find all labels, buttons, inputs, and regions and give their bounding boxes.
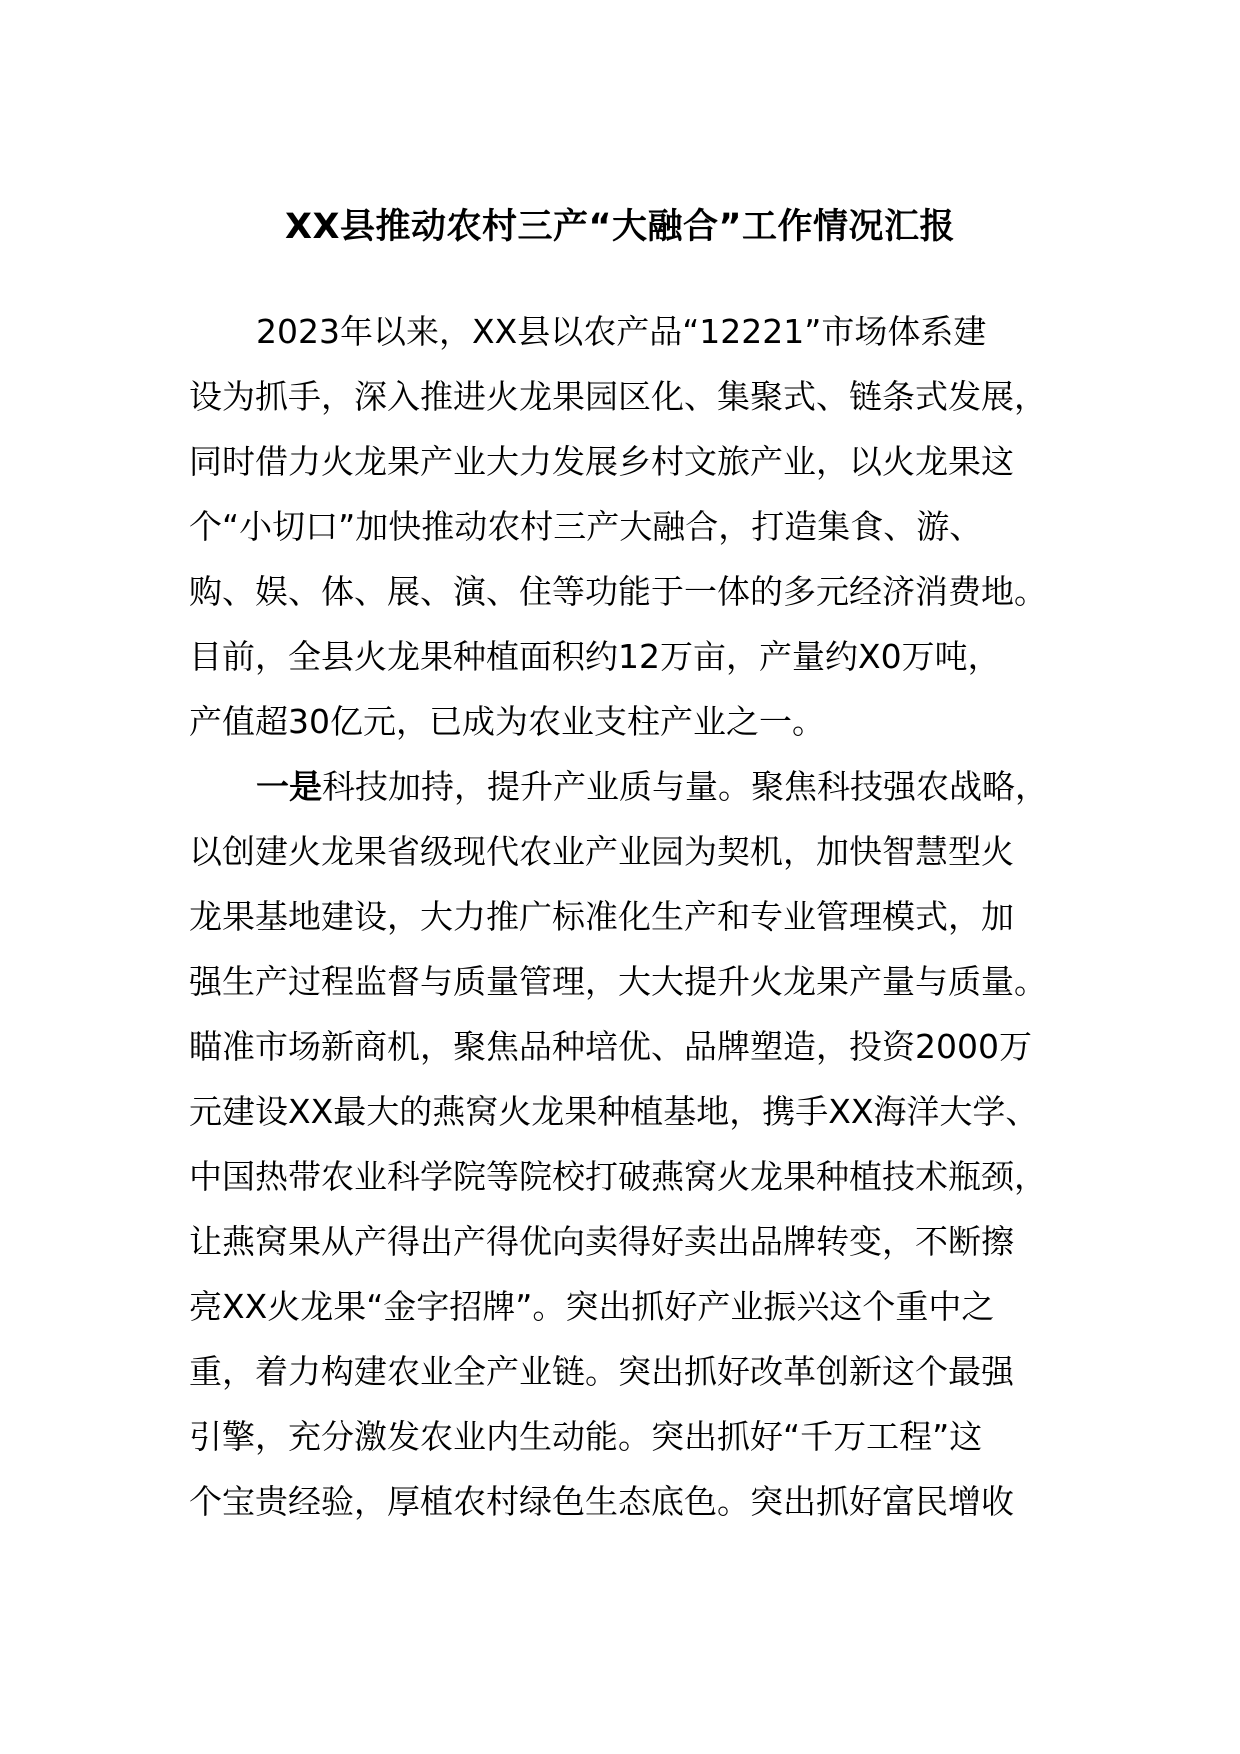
paragraph-1-line-3: 同时借力火龙果产业大力发展乡村文旅产业，以火龙果这 <box>189 442 1014 481</box>
paragraph-2-line-1 <box>189 754 1069 819</box>
paragraph-1-line-5: 购、娱、体、展、演、住等功能于一体的多元经济消费地。 <box>189 572 1047 611</box>
paragraph-2-line-4: 强生产过程监督与质量管理，大大提升火龙果产量与质量。 <box>189 962 1047 1001</box>
paragraph-2-first-line-rest: 科技加持，提升产业质与量。聚焦科技强农战略， <box>322 767 1048 806</box>
paragraph-2-line-7: 中国热带农业科学院等院校打破燕窝火龙果种植技术瓶颈， <box>189 1157 1047 1196</box>
paragraph-2-line-6: 元建设XX最大的燕窝火龙果种植基地，携手XX海洋大学、 <box>189 1092 1039 1131</box>
paragraph-2-lead: 一是 <box>256 767 322 806</box>
paragraph-2-line-2: 以创建火龙果省级现代农业产业园为契机，加快智慧型火 <box>189 832 1014 871</box>
paragraph-1-line-7: 产值超30亿元，已成为农业支柱产业之一。 <box>189 702 825 741</box>
paragraph-2-line-5: 瞄准市场新商机，聚焦品种培优、品牌塑造，投资2000万 <box>189 1027 1032 1066</box>
document-body <box>189 299 1069 1534</box>
paragraph-1-line-4: 个“小切口”加快推动农村三产大融合，打造集食、游、 <box>189 507 983 546</box>
paragraph-2-line-12: 个宝贵经验，厚植农村绿色生态底色。突出抓好富民增收 <box>189 1482 1014 1521</box>
paragraph-2-line-9: 亮XX火龙果“金字招牌”。突出抓好产业振兴这个重中之 <box>189 1287 995 1326</box>
paragraph-1-line-1: 2023年以来，XX县以农产品“12221”市场体系建 <box>256 312 987 351</box>
paragraph-2-line-10: 重，着力构建农业全产业链。突出抓好改革创新这个最强 <box>189 1352 1014 1391</box>
paragraph-1-line-2: 设为抓手，深入推进火龙果园区化、集聚式、链条式发展， <box>189 377 1047 416</box>
paragraph-2-line-11: 引擎，充分激发农业内生动能。突出抓好“千万工程”这 <box>189 1417 983 1456</box>
paragraph-2-line-8: 让燕窝果从产得出产得优向卖得好卖出品牌转变，不断擦 <box>189 1222 1014 1261</box>
document-title: XX县推动农村三产“大融合”工作情况汇报 <box>285 207 955 247</box>
paragraph-1-line-6: 目前，全县火龙果种植面积约12万亩，产量约X0万吨， <box>189 637 1001 676</box>
paragraph-2-line-3: 龙果基地建设，大力推广标准化生产和专业管理模式，加 <box>189 897 1014 936</box>
